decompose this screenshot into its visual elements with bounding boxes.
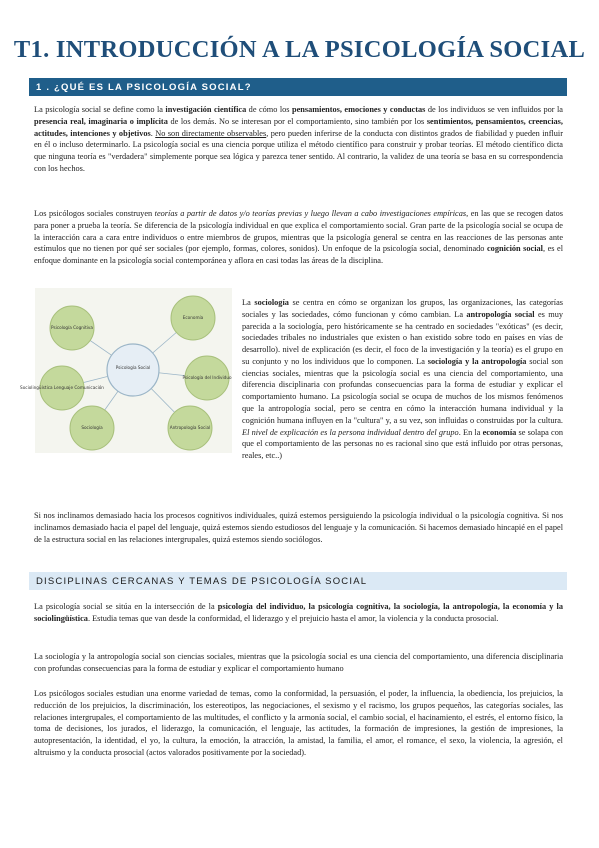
- paragraph-intersection: La psicología social se sitúa en la intersección de la psicología del individuo, la psicología cognitiva, la sociología, la antropología, la economía y la sociolingüística. Estudia temas que van desde la conformidad, el liderazgo y el prejuicio hasta el amor, la violencia y la conducta prosocial.: [34, 602, 563, 623]
- node-label-2: Economía: [182, 315, 204, 320]
- paragraph-sociology: La sociología se centra en cómo se organizan los grupos, las organizaciones, las categorías sociales y las sociedades, cómo funcionan y cómo cambian. La antropología social es muy parecida a la sociología, pero históricamente se ha centrado en sociedades "exóticas" (es decir, sociedades tribales no industriales que existen o han existido sobre todo en países en vías de desarrollo). nivel de explicación (es decir, el foco de la investigación y la teoría) es el grupo en su conjunto y no los individuos que lo componen. La sociología y la antropología social son ciencias sociales, mientras que la psicología social es una ciencia del comportamiento, una diferencia disciplinaria con profundas consecuencias para la forma de estudiar y explicar el comportamiento humano. La psicología social se ocupa de muchos de los mismos fenómenos que la antropología social, pero se centra en cómo la interacción humana individual y la cognición humana influyen en la "cultura" y, a su vez, son influidas o construidas por la cultura. El nivel de explicación es la persona individual dentro del grupo. En la economía se solapa con que el comportamiento de las personas no es racional sino que está influido por otras personas, reales, etc..): [242, 298, 564, 461]
- node-psicologia-social: [107, 344, 159, 396]
- paragraph-inclinations: Si nos inclinamos demasiado hacia los procesos cognitivos individuales, quizá estemos persiguiendo la psicología individual o la psicología cognitiva. Si nos inclinamos demasiado hacia el papel del lenguaje, quizá estemos siendo estudiosos del lenguaje y la comunicación. Si hacemos demasiado hincapié en el papel de la estructura social en las relaciones intergrupales, quizá estemos siendo sociólogos.: [34, 511, 563, 544]
- paragraph-definition: La psicología social se define como la investigación científica de cómo los pensamientos, emociones y conductas de los individuos se ven influidos por la presencia real, imaginaria o implícita de los demás. No se interesan por el comportamiento, sino también por los sentimientos, pensamientos, creencias, actitudes, intenciones y objetivos. No son directamente observables, pero pueden inferirse de la conducta con distintos grados de fiabilidad y pueden influir en él o incluso determinarlo. La psicología social es una ciencia porque utiliza el método científico para construir y probar teorías. El método científico dicta que ninguna teoría es "verdadera" simplemente porque sea lógica y parezca tener sentido. Al contrario, la validez de una teoría se basa en su correspondencia con los hechos.: [34, 105, 563, 173]
- section-heading-2: DISCIPLINAS CERCANAS Y TEMAS DE PSICOLOGÍA SOCIAL: [29, 572, 567, 590]
- node-label-6: Sociolingüística Lenguaje Comunicación: [20, 385, 104, 390]
- section-heading-1: 1 . ¿QUÉ ES LA PSICOLOGÍA SOCIAL?: [29, 78, 567, 96]
- node-label-3: Psicología del Individuo: [182, 375, 232, 380]
- paragraph-social-sciences: La sociología y la antropología social son ciencias sociales, mientras que la psicología social es una ciencia del comportamiento, una diferencia disciplinaria con profundas consecuencias para la forma de estudiar y explicar el comportamiento humano: [34, 652, 563, 673]
- paragraph-topics: Los psicólogos sociales estudian una enorme variedad de temas, como la conformidad, la persuasión, el poder, la influencia, la obediencia, los prejuicios, la reducción de los prejuicios, la discriminación, los estereotipos, las negociaciones, el sexismo y el racismo, los grupos pequeños, las categorías sociales, las relaciones intergrupales, el comportamiento de las multitudes, el conflicto y la armonía social, el cambio social, el hacinamiento, el estrés, el entorno físico, la toma de decisiones, los jurados, el liderazgo, la comunicación, el lenguaje, las actitudes, la formación de impresiones, la gestión de impresiones, la autopresentación, la identidad, el yo, la cultura, la emoción, la atracción, la amistad, la familia, el amor, el romance, el sexo, la violencia, la agresión, el altruismo y la conducta prosocial (actos valorados positivamente por la sociedad).: [34, 689, 563, 757]
- center-label: Psicología Social: [115, 365, 151, 370]
- node-label-4: Antropología Social: [169, 425, 211, 430]
- disciplines-diagram: [20, 288, 232, 453]
- node-label-1: Psicología Cognitiva: [51, 325, 93, 330]
- paragraph-theories: Los psicólogos sociales construyen teorías a partir de datos y/o teorías previas y luego llevan a cabo investigaciones empíricas, en las que se recogen datos para poner a prueba la teoría. Se diferencia de la psicología individual en que explica el comportamiento social. Gran parte de la psicología social se ocupa de la interacción cara a cara entre individuos o entre miembros de grupos, mientras que la psicología general se centra en las reacciones de las personas ante estímulos que no tienen por qué ser sociales (por ejemplo, formas, colores, sonidos). Un enfoque de la psicología social, denominado cognición social, es el enfoque dominante en la psicología social contemporánea y aflora en casi todas las áreas de la disciplina.: [34, 209, 564, 266]
- page-title: T1. INTRODUCCIÓN A LA PSICOLOGÍA SOCIAL: [13, 36, 586, 63]
- node-label-5: Sociología: [81, 425, 103, 430]
